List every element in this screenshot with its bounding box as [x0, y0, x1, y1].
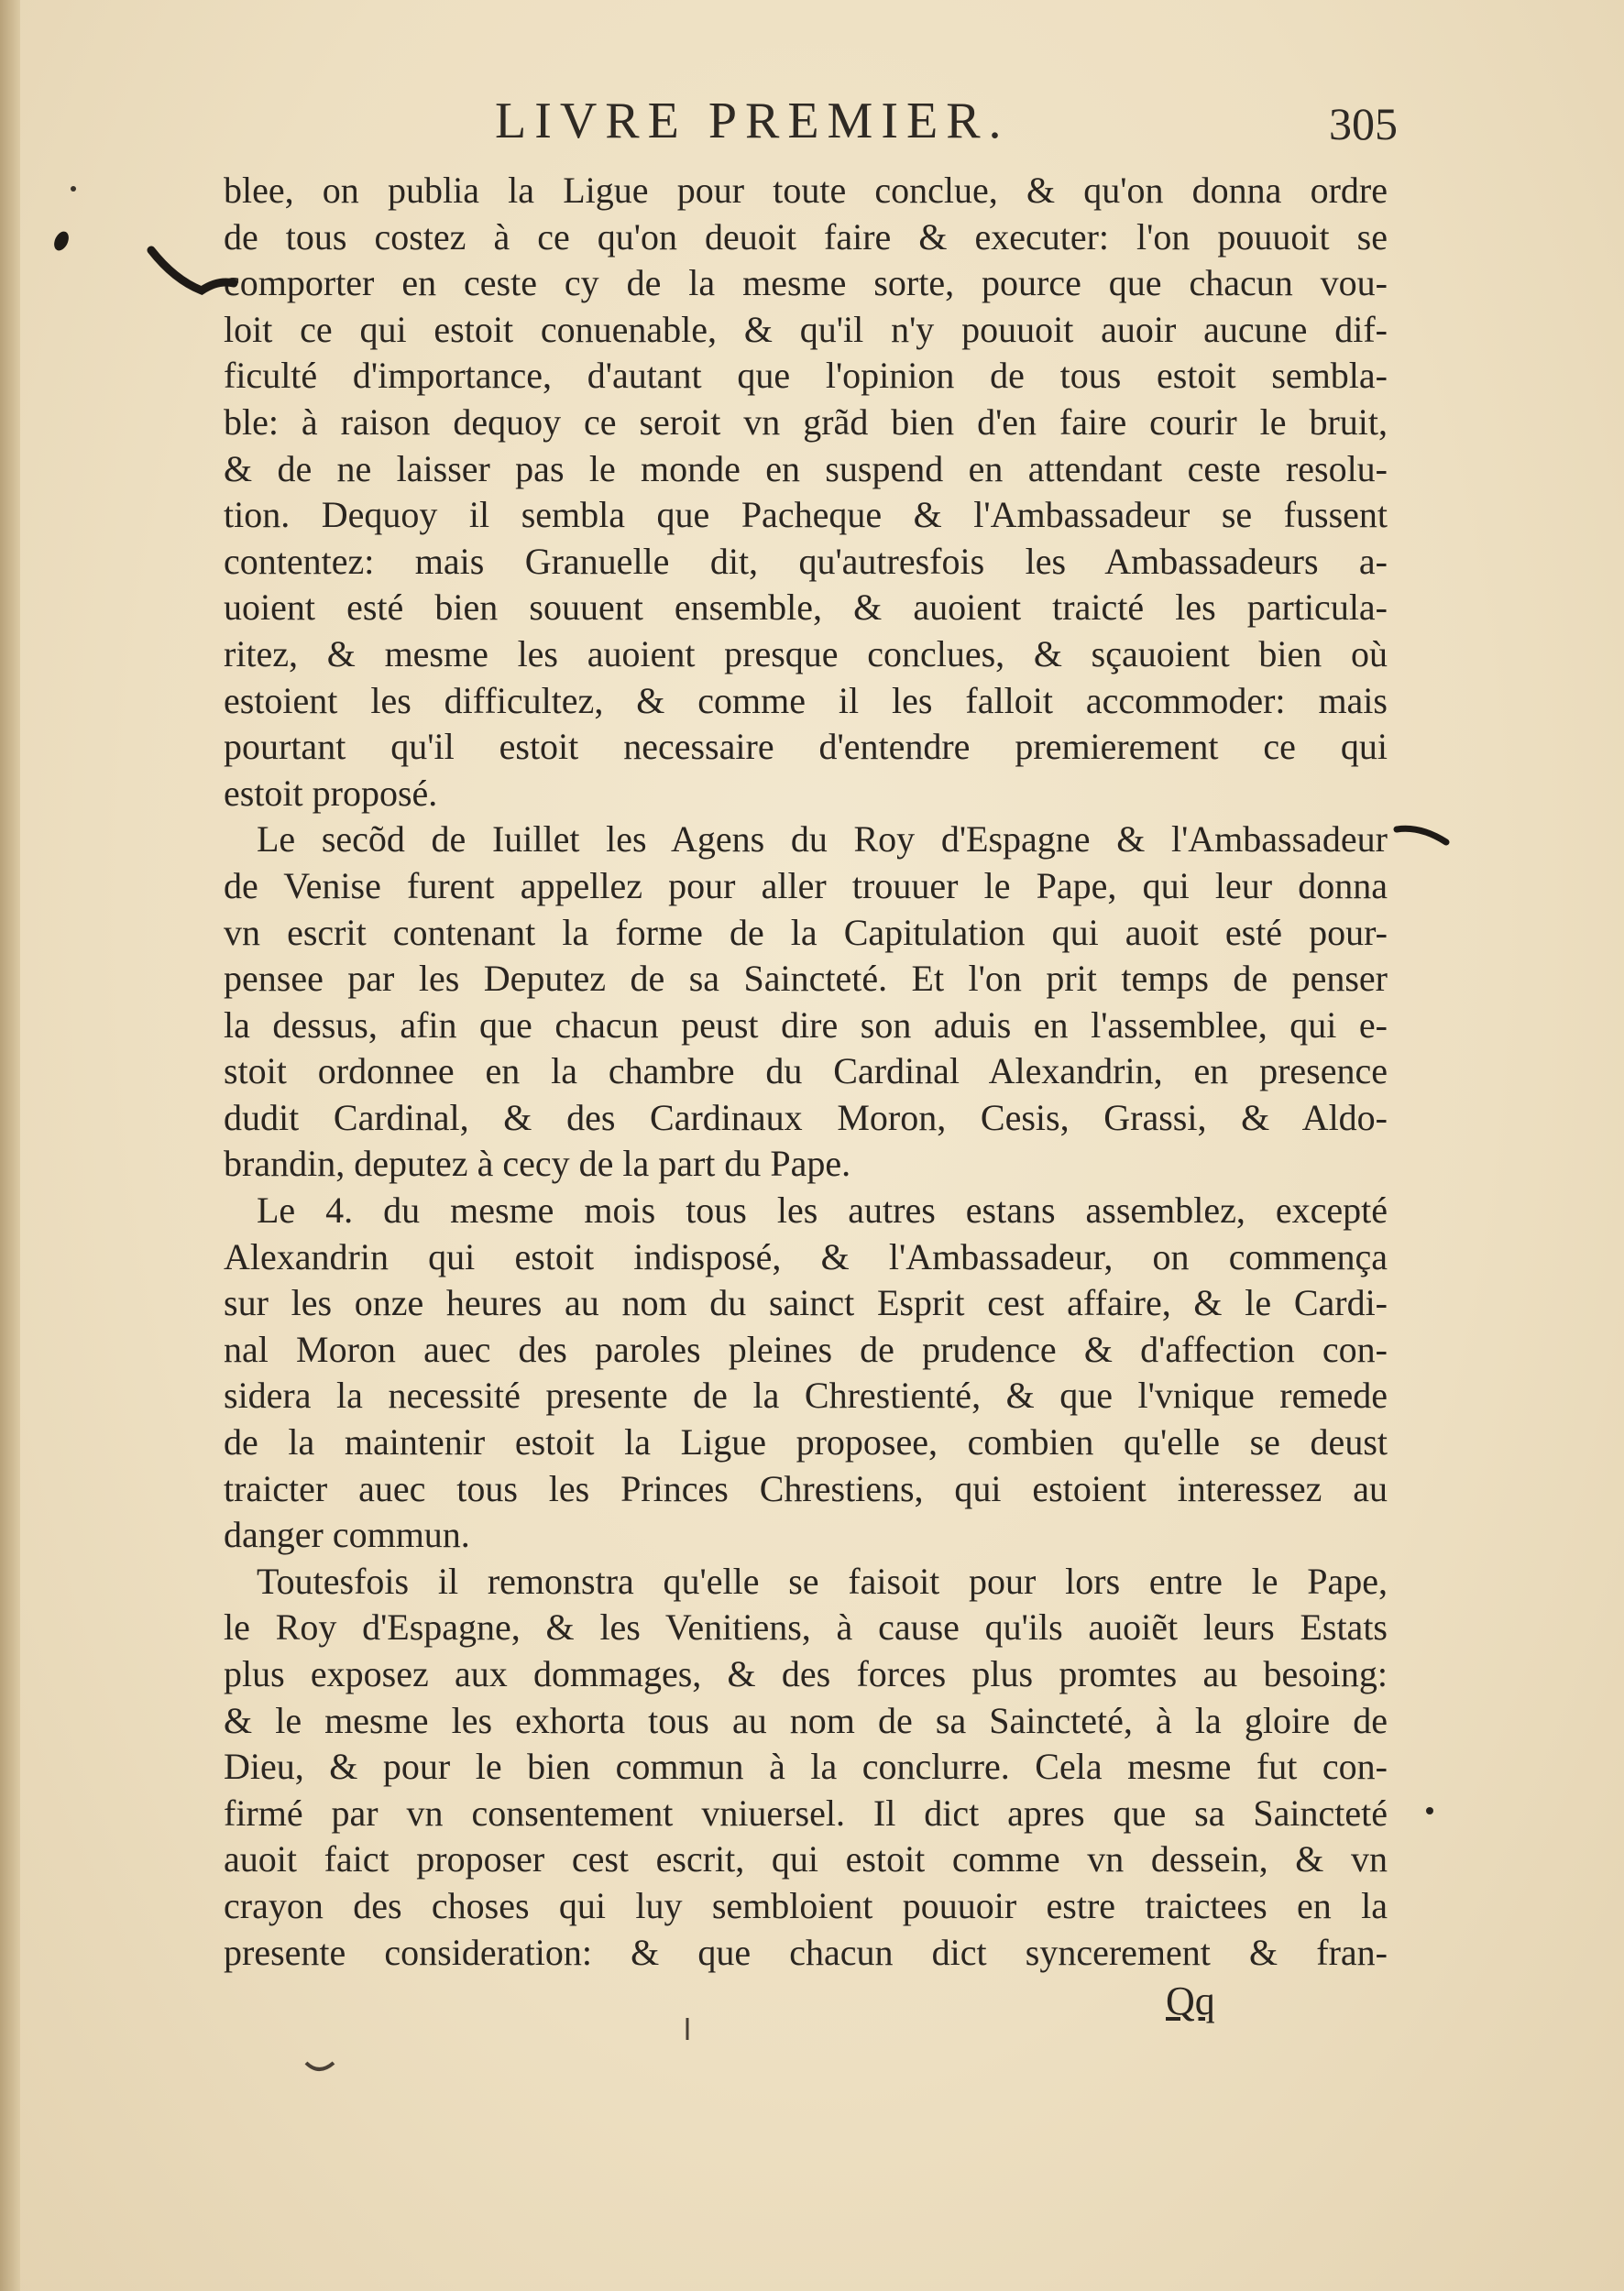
text-line: ficulté d'importance, d'autant que l'opinion de tous estoit sembla-: [224, 355, 1388, 397]
text-line: firmé par vn consentement vniuersel. Il dict apres que sa Saincteté: [224, 1792, 1388, 1834]
ink-mark-icon: [1393, 820, 1452, 848]
ink-blot-icon: [50, 227, 72, 255]
paragraph-end-line: danger commun.: [224, 1514, 470, 1556]
text-line: contentez: mais Granuelle dit, qu'autresfois les Ambassadeurs a-: [224, 540, 1388, 582]
text-line: le Roy d'Espagne, & les Venitiens, à cause qu'ils auoiẽt leurs Estats: [224, 1606, 1388, 1649]
stray-mark-icon: [683, 2016, 692, 2044]
text-line: stoit ordonnee en la chambre du Cardinal Alexandrin, en presence: [224, 1050, 1388, 1092]
text-line: de la maintenir estoit la Ligue proposee, combien qu'elle se deust: [224, 1421, 1388, 1463]
text-line: sur les onze heures au nom du sainct Esprit cest affaire, & le Cardi-: [224, 1282, 1388, 1324]
text-line: Dieu, & pour le bien commun à la conclurre. Cela mesme fut con-: [224, 1746, 1388, 1788]
page-gutter: [0, 0, 20, 2291]
ink-dot-icon: [1422, 1803, 1437, 1818]
text-line: de Venise furent appellez pour aller trouuer le Pape, qui leur donna: [224, 864, 1388, 906]
text-line: nal Moron auec des paroles pleines de prudence & d'affection con-: [224, 1328, 1388, 1370]
text-line: auoit faict proposer cest escrit, qui estoit comme vn dessein, & vn: [224, 1838, 1388, 1880]
paragraph-start-line: Toutesfois il remonstra qu'elle se faisoit pour lors entre le Pape,: [257, 1560, 1388, 1602]
running-head: [0, 92, 1624, 156]
text-line: plus exposez aux dommages, & des forces plus promtes au besoing:: [224, 1653, 1388, 1694]
page-number: 305: [1329, 98, 1398, 149]
text-line: comporter en ceste cy de la mesme sorte, pource que chacun vou-: [224, 262, 1388, 304]
paragraph-start-line: Le secõd de Iuillet les Agens du Roy d'Espagne & l'Ambassadeur: [257, 818, 1388, 860]
text-line: & de ne laisser pas le monde en suspend en attendant ceste resolu-: [224, 447, 1388, 489]
text-line: estoient les difficultez, & comme il les falloit accommoder: mais: [224, 679, 1388, 721]
catchword-signature: Qq: [1166, 1979, 1215, 2023]
text-line: sidera la necessité presente de la Chrestienté, & que l'vnique remede: [224, 1375, 1388, 1417]
text-line: de tous costez à ce qu'on deuoit faire & executer: l'on pouuoit se: [224, 215, 1388, 258]
text-line: vn escrit contenant la forme de la Capitulation qui auoit esté pour-: [224, 911, 1388, 953]
text-line: pourtant qu'il estoit necessaire d'entendre premierement ce qui: [224, 726, 1388, 768]
text-line: ble: à raison dequoy ce seroit vn grãd bien d'en faire courir le bruit,: [224, 400, 1388, 443]
text-line: traicter auec tous les Princes Chrestiens, qui estoient interessez au: [224, 1467, 1388, 1509]
text-body: [224, 168, 1388, 1976]
text-line: tion. Dequoy il sembla que Pacheque & l'Ambassadeur se fussent: [224, 494, 1388, 536]
text-line: la dessus, afin que chacun peust dire son aduis en l'assemblee, qui e-: [224, 1003, 1388, 1046]
text-line: loit ce qui estoit conuenable, & qu'il n'y pouuoit auoir aucune dif-: [224, 308, 1388, 350]
text-line: & le mesme les exhorta tous au nom de sa Saincteté, à la gloire de: [224, 1699, 1388, 1741]
text-line: presente consideration: & que chacun dict syncerement & fran-: [224, 1931, 1388, 1973]
book-title: LIVRE PREMIER.: [495, 93, 1010, 149]
text-line: blee, on publia la Ligue pour toute conclue, & qu'on donna ordre: [224, 170, 1388, 211]
text-line: Alexandrin qui estoit indisposé, & l'Ambassadeur, on commença: [224, 1235, 1388, 1277]
paragraph-end-line: brandin, deputez à cecy de la part du Pape.: [224, 1143, 851, 1185]
stray-mark-icon: [302, 2057, 339, 2079]
text-line: ritez, & mesme les auoient presque conclues, & sçauoient bien où: [224, 632, 1388, 674]
text-line: crayon des choses qui luy sembloient pouuoir estre traictees en la: [224, 1884, 1388, 1926]
text-line: dudit Cardinal, & des Cardinaux Moron, Cesis, Grassi, & Aldo-: [224, 1096, 1388, 1138]
text-line: pensee par les Deputez de sa Saincteté. Et l'on prit temps de penser: [224, 958, 1388, 1000]
ink-mark-icon: [147, 243, 238, 307]
text-line: uoient esté bien souuent ensemble, & auoient traicté les particula-: [224, 586, 1388, 629]
paragraph-end-line: estoit proposé.: [224, 772, 438, 814]
ink-dot-icon: [68, 183, 79, 194]
paragraph-start-line: Le 4. du mesme mois tous les autres estans assemblez, excepté: [257, 1189, 1388, 1232]
